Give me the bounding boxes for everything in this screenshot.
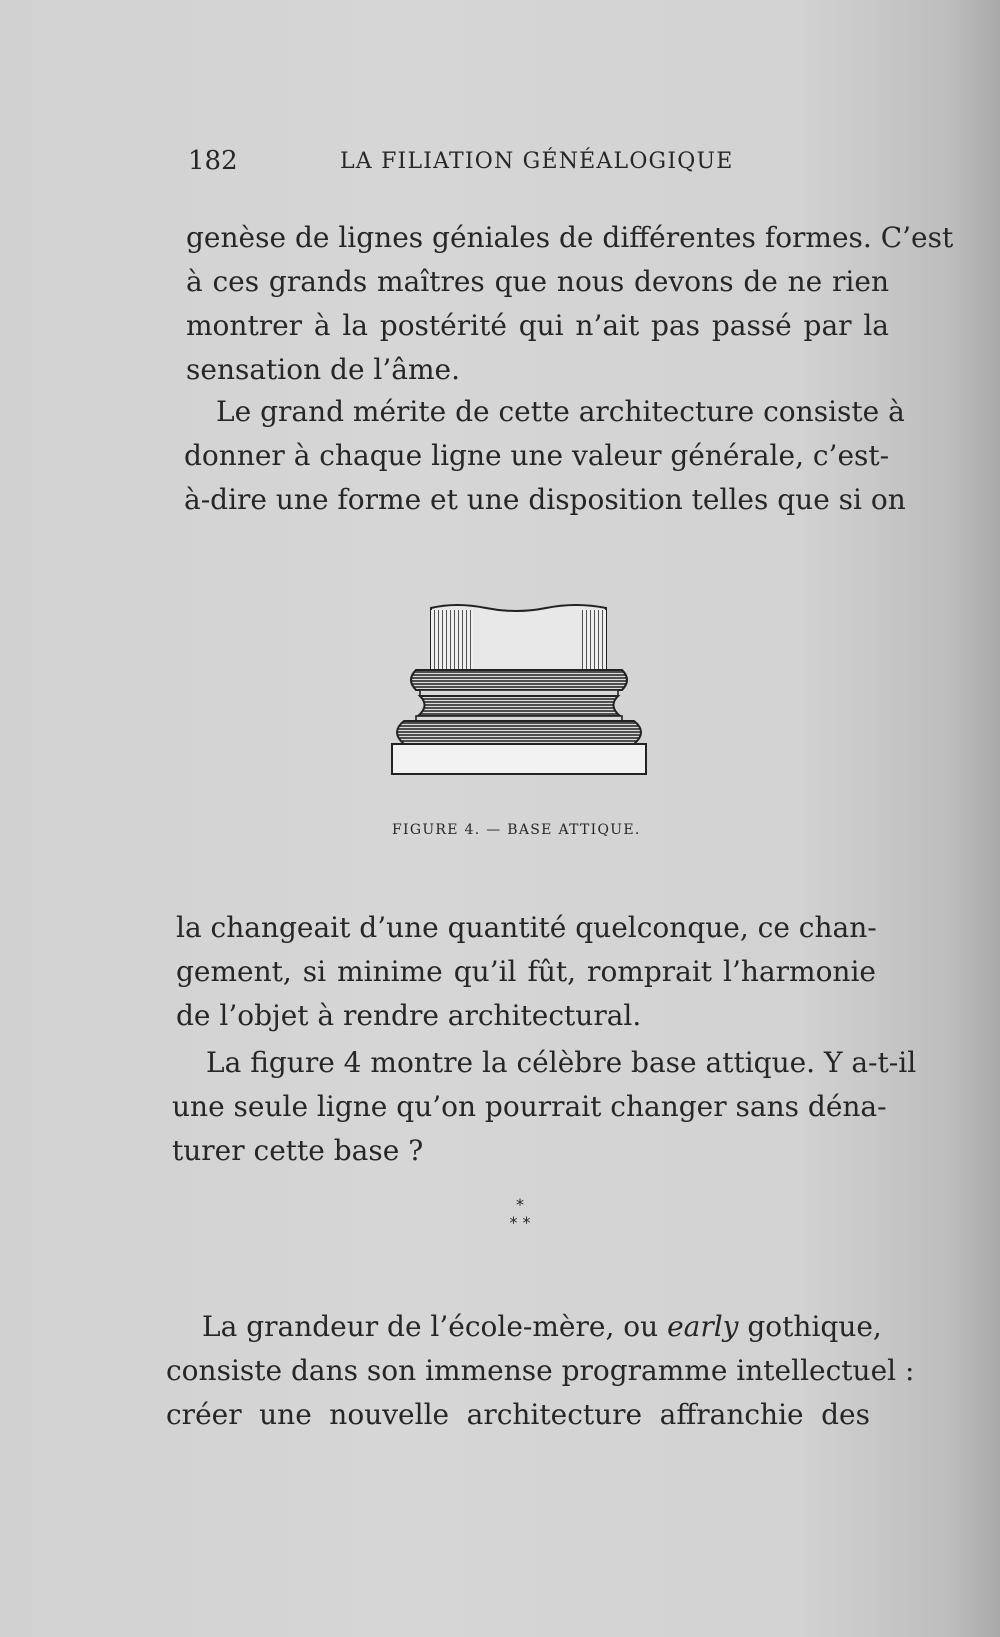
section-separator (500, 1196, 540, 1232)
figure-base-attique (386, 602, 668, 802)
paragraph-5 (166, 1305, 915, 1437)
text-line: une seule ligne qu’on pourrait changer sans déna- (172, 1090, 887, 1123)
paragraph-2 (184, 390, 906, 522)
paragraph-3 (176, 906, 876, 1038)
text-line: genèse de lignes géniales de différentes formes. C’est (186, 221, 954, 254)
text-line: créer une nouvelle architecture affranchie des (166, 1398, 870, 1431)
figure-caption: FIGURE 4. — BASE ATTIQUE. (392, 822, 641, 838)
text-line: La figure 4 montre la célèbre base attique. Y a-t-il (206, 1046, 917, 1079)
running-title: LA FILIATION GÉNÉALOGIQUE (340, 149, 734, 174)
page-number: 182 (188, 146, 238, 176)
page-header (188, 146, 748, 186)
text-line: la changeait d’une quantité quelconque, ce chan- (176, 911, 877, 944)
italic-word: early (667, 1310, 739, 1343)
text-line: donner à chaque ligne une valeur générale, c’est- (184, 439, 890, 472)
asterisks-bottom: * * (509, 1213, 531, 1232)
text-line: sensation de l’âme. (186, 353, 460, 386)
text-line: Le grand mérite de cette architecture consiste à (216, 395, 905, 428)
base-attique-illustration (386, 602, 668, 802)
text-line: à ces grands maîtres que nous devons de ne rien (186, 265, 889, 298)
text-line: consiste dans son immense programme intellectuel : (166, 1354, 915, 1387)
text-line: gement, si minime qu’il fût, romprait l’harmonie (176, 955, 876, 988)
text-line: turer cette base ? (172, 1134, 424, 1167)
asterisk-top: * (516, 1195, 524, 1214)
text-line (166, 1305, 882, 1349)
text-run: gothique, (738, 1310, 882, 1343)
paragraph-1 (186, 216, 954, 392)
text-line: montrer à la postérité qui n’ait pas passé par la (186, 309, 889, 342)
text-run: La grandeur de l’école-mère, ou (202, 1310, 668, 1343)
text-line: à-dire une forme et une disposition telles que si on (184, 483, 906, 516)
text-line: de l’objet à rendre architectural. (176, 999, 642, 1032)
paragraph-4 (172, 1041, 917, 1173)
